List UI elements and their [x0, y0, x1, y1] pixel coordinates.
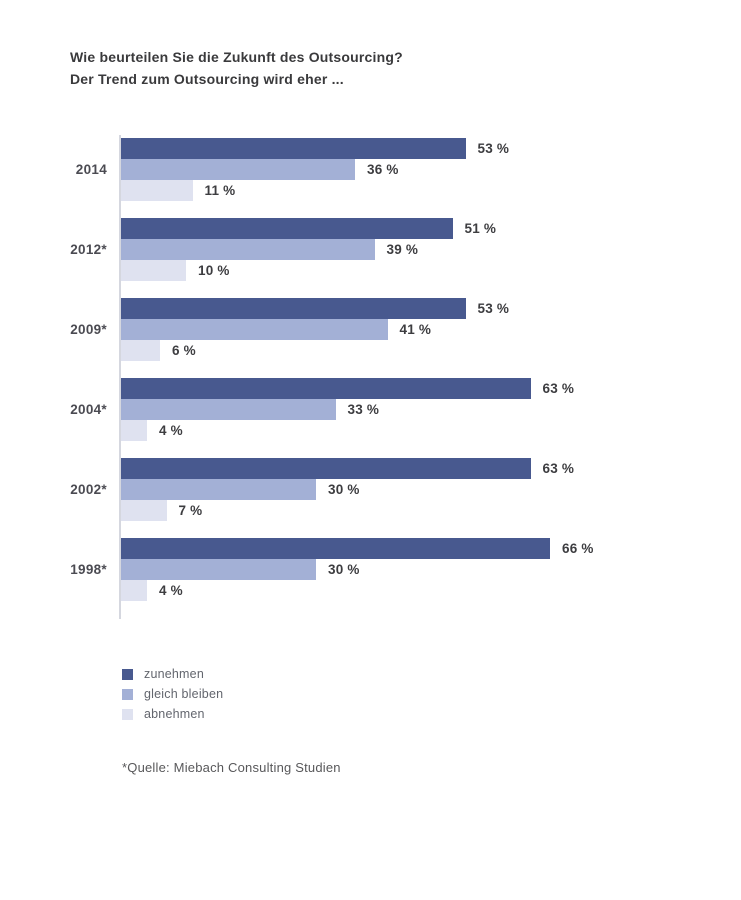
legend-swatch	[122, 709, 133, 720]
bar-gleich-bleiben	[121, 239, 375, 260]
bar-abnehmen	[121, 580, 147, 601]
bar-row	[121, 340, 509, 361]
bar-row	[121, 580, 594, 601]
bar-value-label: 10 %	[198, 263, 230, 278]
bar-value-label: 66 %	[562, 541, 594, 556]
bar-abnehmen	[121, 340, 160, 361]
legend-swatch	[122, 689, 133, 700]
bar-row	[121, 500, 574, 521]
bar-group	[0, 218, 741, 281]
legend-label: abnehmen	[144, 707, 205, 721]
bar-zunehmen	[121, 458, 531, 479]
bar-row	[121, 180, 509, 201]
legend-item	[122, 704, 223, 724]
bar-gleich-bleiben	[121, 159, 355, 180]
bar-value-label: 7 %	[178, 503, 203, 518]
year-label: 2004*	[70, 402, 107, 417]
bar-value-label: 53 %	[477, 301, 510, 316]
bar-value-label: 63 %	[542, 381, 575, 396]
bar-group	[0, 458, 741, 521]
bar-row	[121, 479, 574, 500]
bars-column	[121, 298, 509, 361]
bar-value-label: 6 %	[172, 343, 196, 358]
bar-value-label: 30 %	[328, 562, 360, 577]
legend-label: zunehmen	[144, 667, 204, 681]
bar-value-label: 51 %	[464, 221, 497, 236]
bars-column	[121, 378, 574, 441]
bar-value-label: 4 %	[159, 583, 183, 598]
bars-column	[121, 538, 594, 601]
bar-row	[121, 159, 509, 180]
bar-group	[0, 138, 741, 201]
bar-value-label: 4 %	[159, 423, 183, 438]
bars-column	[121, 218, 496, 281]
bar-value-label: 63 %	[542, 461, 575, 476]
bar-row	[121, 239, 496, 260]
bar-row	[121, 458, 574, 479]
bar-value-label: 41 %	[399, 322, 432, 337]
legend-item	[122, 664, 223, 684]
bar-row	[121, 559, 594, 580]
chart-title-line1: Wie beurteilen Sie die Zukunft des Outsourcing?	[70, 49, 403, 65]
bar-zunehmen	[121, 378, 531, 399]
year-label: 2002*	[70, 482, 107, 497]
bar-row	[121, 378, 574, 399]
bar-row	[121, 319, 509, 340]
bar-group	[0, 378, 741, 441]
bar-value-label: 30 %	[328, 482, 360, 497]
bar-gleich-bleiben	[121, 399, 336, 420]
bar-zunehmen	[121, 298, 466, 319]
year-label: 2009*	[70, 322, 107, 337]
bar-zunehmen	[121, 538, 550, 559]
source-note: *Quelle: Miebach Consulting Studien	[122, 760, 341, 775]
bar-groups	[0, 138, 741, 601]
bar-value-label: 33 %	[347, 402, 380, 417]
bar-zunehmen	[121, 138, 466, 159]
bar-zunehmen	[121, 218, 453, 239]
bar-row	[121, 218, 496, 239]
bar-gleich-bleiben	[121, 479, 316, 500]
bar-abnehmen	[121, 420, 147, 441]
legend-label: gleich bleiben	[144, 687, 224, 701]
chart-title-line2: Der Trend zum Outsourcing wird eher ...	[70, 71, 344, 87]
bar-row	[121, 538, 594, 559]
year-label: 2012*	[70, 242, 107, 257]
bar-value-label: 11 %	[204, 183, 236, 198]
bar-group	[0, 298, 741, 361]
chart-title	[70, 46, 403, 90]
bar-value-label: 39 %	[386, 242, 419, 257]
bar-row	[121, 260, 496, 281]
bar-abnehmen	[121, 180, 193, 201]
legend-item	[122, 684, 223, 704]
bar-row	[121, 138, 509, 159]
bars-column	[121, 138, 509, 201]
legend-swatch	[122, 669, 133, 680]
bar-value-label: 36 %	[367, 162, 399, 177]
bar-abnehmen	[121, 260, 186, 281]
bar-gleich-bleiben	[121, 559, 316, 580]
bar-row	[121, 298, 509, 319]
year-label: 1998*	[70, 562, 107, 577]
bar-abnehmen	[121, 500, 167, 521]
bar-value-label: 53 %	[477, 141, 510, 156]
bar-group	[0, 538, 741, 601]
bar-row	[121, 420, 574, 441]
axis-baseline	[119, 135, 121, 619]
year-label: 2014	[75, 162, 107, 177]
bar-gleich-bleiben	[121, 319, 388, 340]
bar-row	[121, 399, 574, 420]
bar-chart	[0, 138, 741, 618]
bars-column	[121, 458, 574, 521]
chart-legend	[122, 664, 223, 724]
